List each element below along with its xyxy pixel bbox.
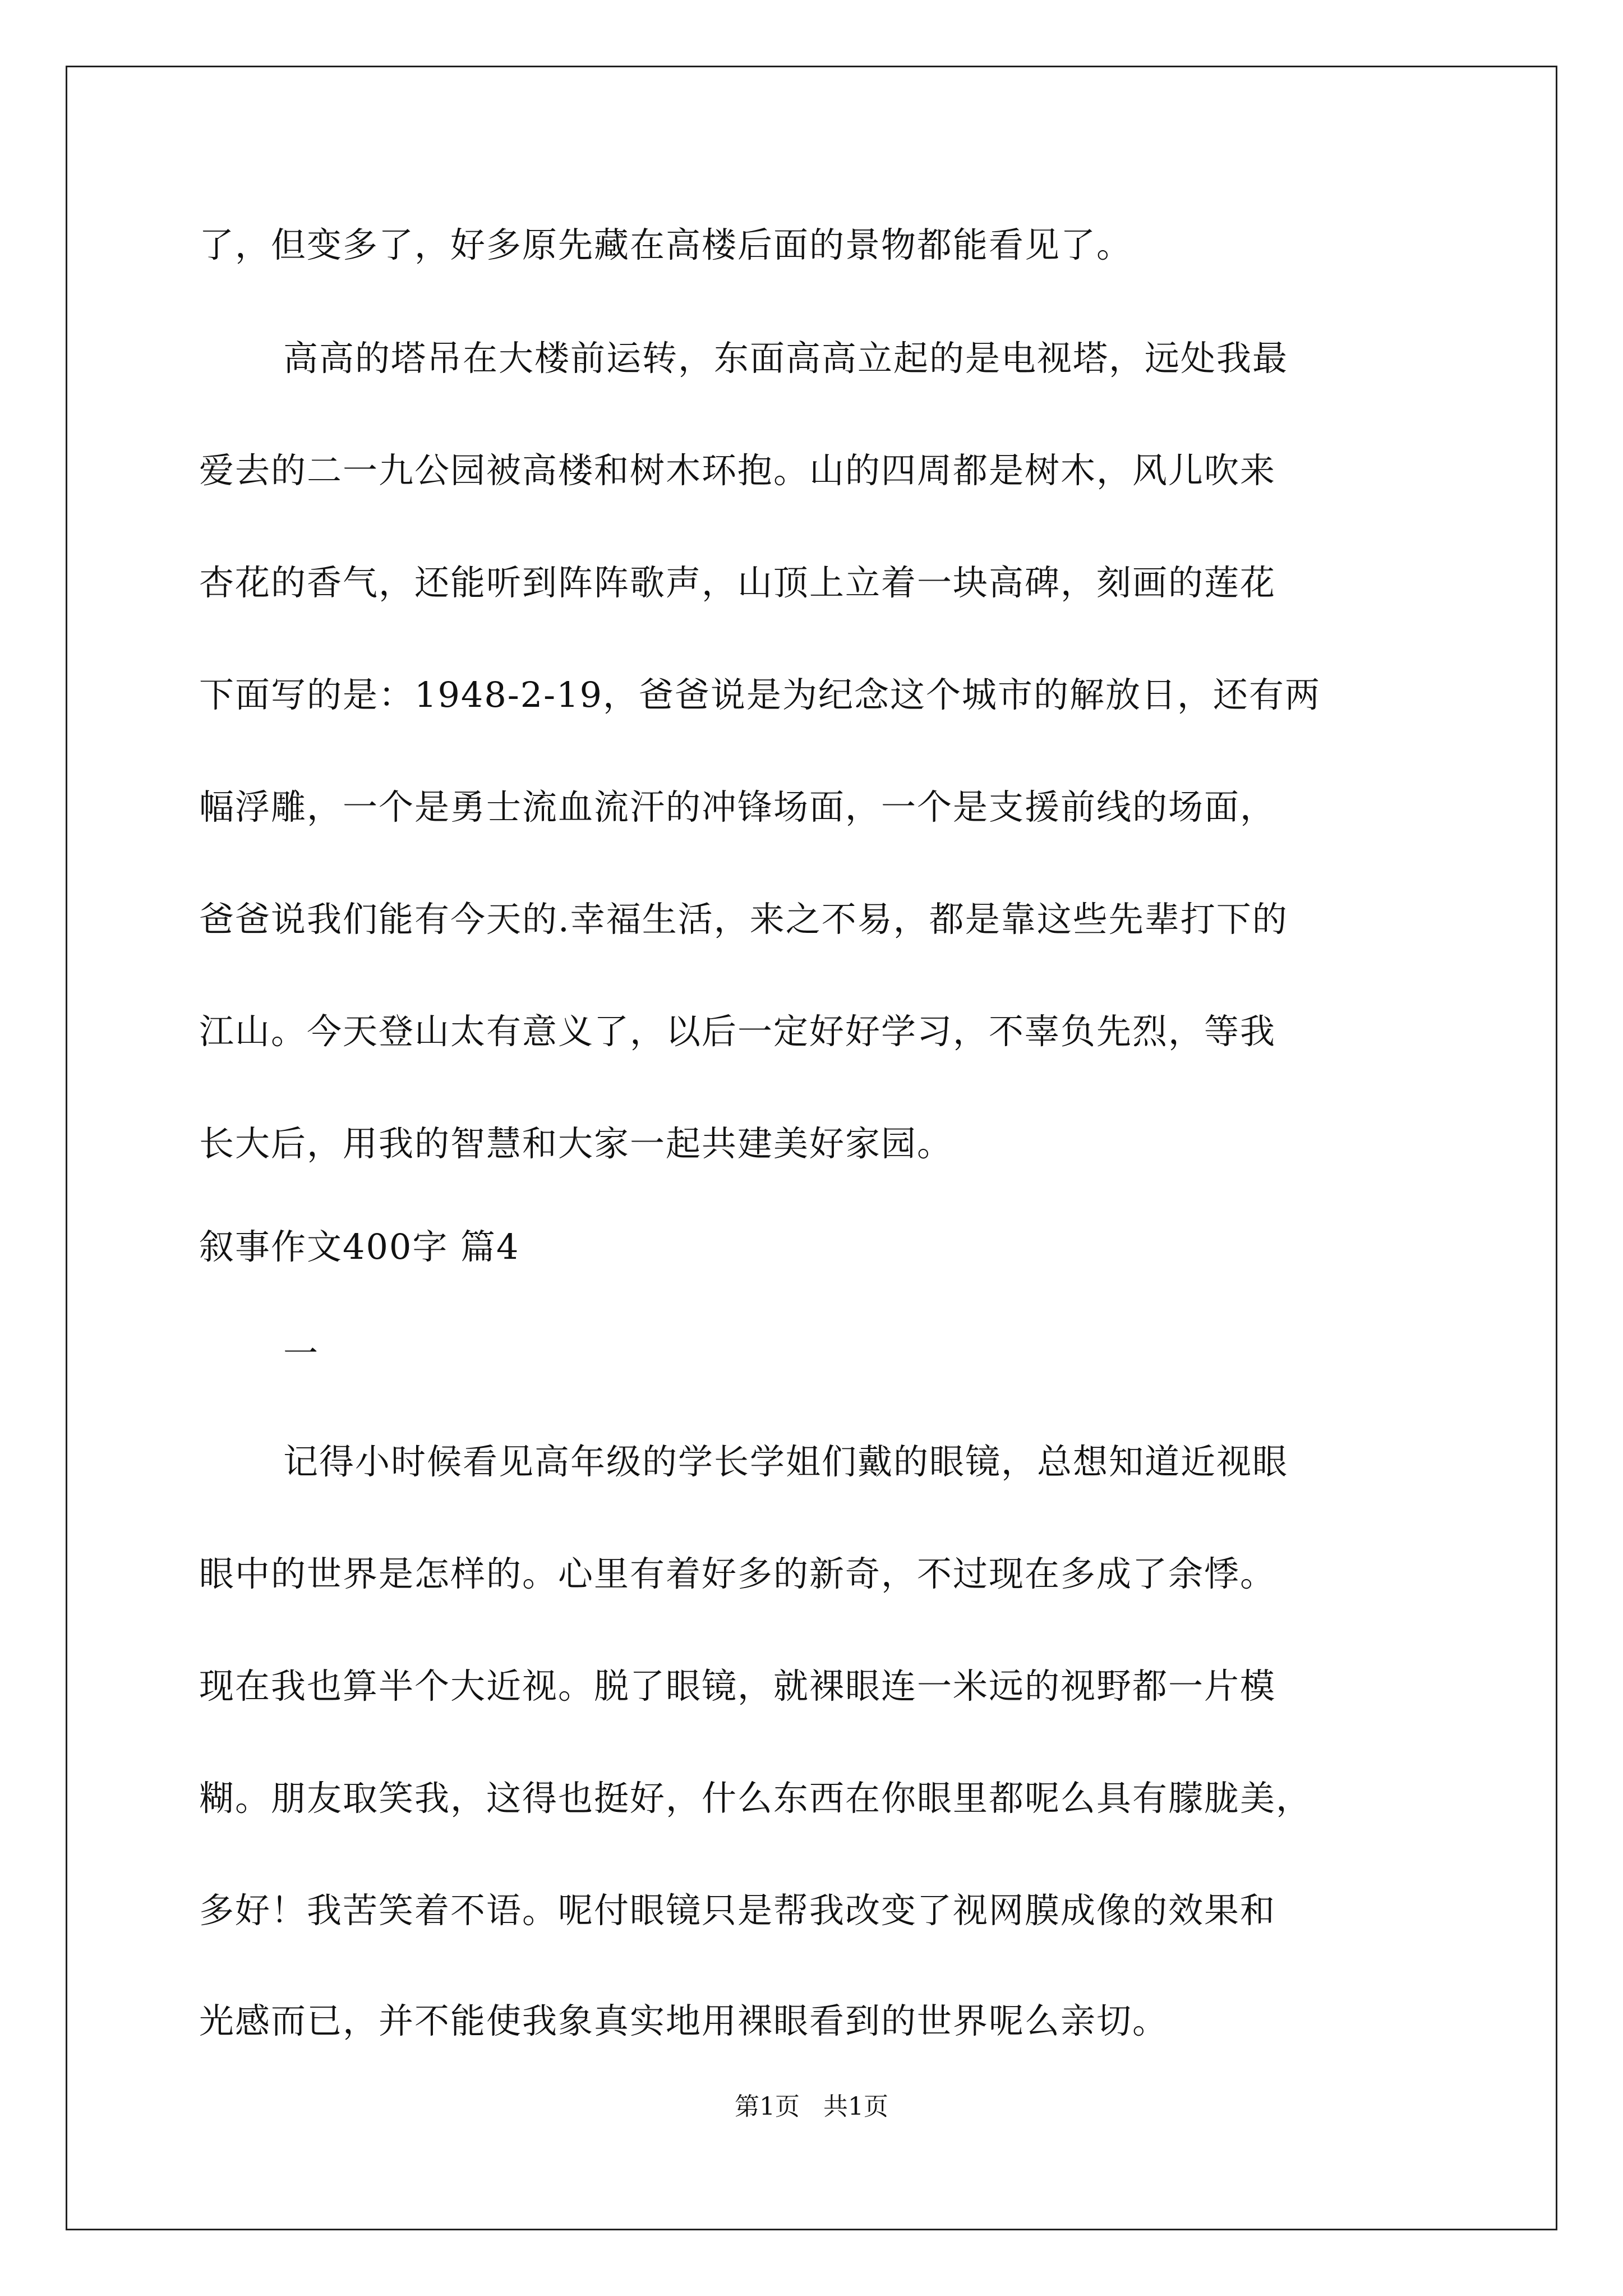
paragraph-line: 一 bbox=[283, 1333, 320, 1374]
page-total: 共1页 bbox=[823, 2092, 888, 2121]
paragraph-line: 光感而已，并不能使我象真实地用裸眼看到的世界呢么亲切。 bbox=[199, 2000, 1169, 2041]
paragraph-line: 高高的塔吊在大楼前运转，东面高高立起的是电视塔，远处我最 bbox=[283, 338, 1289, 379]
page-number: 第1页 bbox=[735, 2092, 800, 2121]
paragraph-line: 眼中的世界是怎样的。心里有着好多的新奇，不过现在多成了余悸。 bbox=[199, 1553, 1276, 1594]
paragraph-line: 杏花的香气，还能听到阵阵歌声，山顶上立着一块高碑，刻画的莲花 bbox=[199, 562, 1276, 603]
paragraph-line: 长大后，用我的智慧和大家一起共建美好家园。 bbox=[199, 1123, 953, 1164]
paragraph-line: 记得小时候看见高年级的学长学姐们戴的眼镜，总想知道近视眼 bbox=[283, 1441, 1289, 1482]
paragraph-line: 幅浮雕，一个是勇士流血流汗的冲锋场面，一个是支援前线的场面， bbox=[199, 786, 1276, 827]
paragraph-line: 多好！我苦笑着不语。呢付眼镜只是帮我改变了视网膜成像的效果和 bbox=[199, 1890, 1276, 1931]
section-heading: 叙事作文400字 篇4 bbox=[199, 1226, 520, 1267]
paragraph-line: 爸爸说我们能有今天的.幸福生活，来之不易，都是靠这些先辈打下的 bbox=[199, 899, 1288, 940]
paragraph-line: 江山。今天登山太有意义了，以后一定好好学习，不辜负先烈，等我 bbox=[199, 1011, 1276, 1052]
paragraph-line: 现在我也算半个大近视。脱了眼镜，就裸眼连一米远的视野都一片模 bbox=[199, 1665, 1276, 1706]
page-footer bbox=[0, 2092, 1623, 2121]
paragraph-line: 爱去的二一九公园被高楼和树木环抱。山的四周都是树木，风儿吹来 bbox=[199, 450, 1276, 491]
paragraph-line: 了，但变多了，好多原先藏在高楼后面的景物都能看见了。 bbox=[199, 224, 1133, 265]
paragraph-line: 糊。朋友取笑我，这得也挺好，什么东西在你眼里都呢么具有朦胧美， bbox=[199, 1778, 1312, 1819]
paragraph-line: 下面写的是：1948-2-19，爸爸说是为纪念这个城市的解放日，还有两 bbox=[199, 674, 1321, 715]
